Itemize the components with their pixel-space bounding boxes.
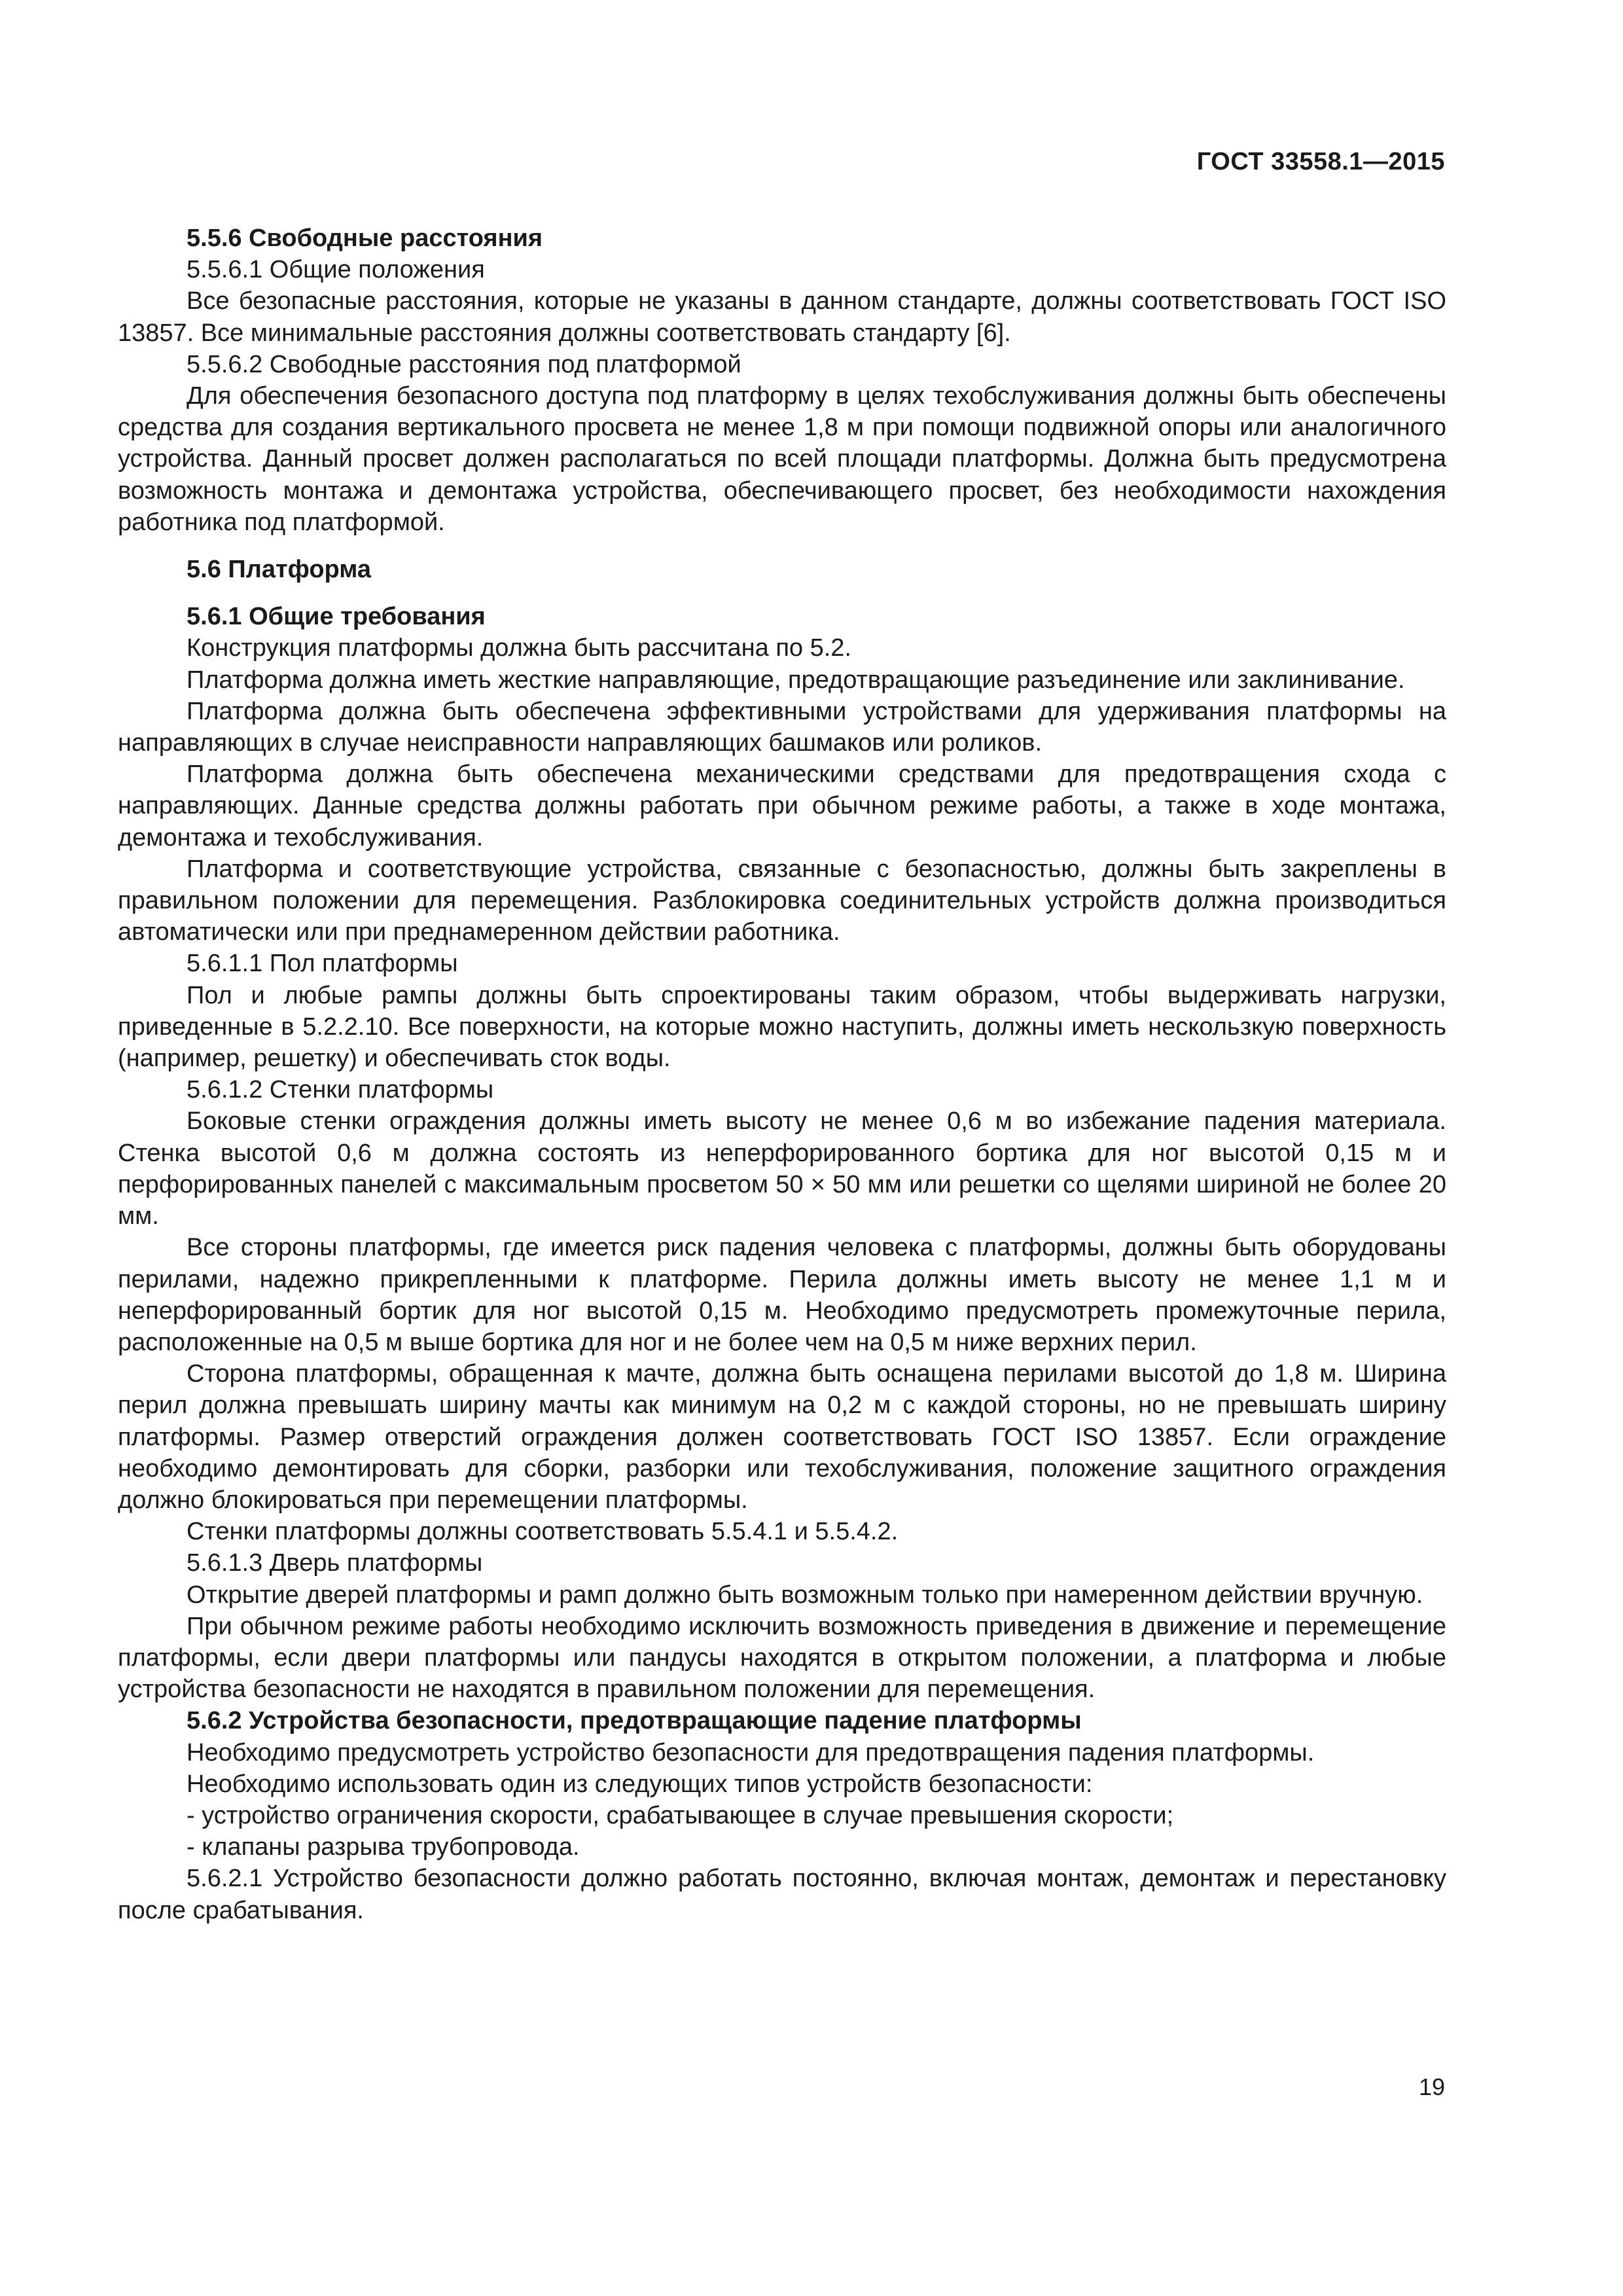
list-item: - устройство ограничения скорости, срабатывающее в случае превышения скорости; <box>187 1801 1174 1829</box>
paragraph: Сторона платформы, обращенная к мачте, должна быть оснащена перилами высотой до 1,8 м. Ширина перил должна превышать ширину мачты как минимум на 0,2 м с каждой стороны, но не превышать ширину платформы. Размер отверстий ограждения должен соответствовать ГОСТ ISO 13857. Если ограждение необходимо демонтировать для сборки, разборки или техобслуживания, положение защитного ограждения должно блокироваться при перемещении платформы. <box>118 1360 1446 1514</box>
paragraph: Платформа должна быть обеспечена механическими средствами для предотвращения схода с направляющих. Данные средства должны работать при обычном режиме работы, а также в ходе монтажа, демонтажа и техобслуживания. <box>118 761 1446 852</box>
paragraph: Боковые стенки ограждения должны иметь высоту не менее 0,6 м во избежание падения материала. Стенка высотой 0,6 м должна состоять из неперфорированного бортика для ног высотой 0,15 м и перфорированных панелей с максимальным просветом 50 × 50 мм или решетки со щелями шириной не более 20 мм. <box>118 1107 1446 1230</box>
subsection-title: 5.6.1.3 Дверь платформы <box>187 1549 483 1577</box>
paragraph: Платформа и соответствующие устройства, связанные с безопасностью, должны быть закреплены в правильном положении для перемещения. Разблокировка соединительных устройств должна производиться автоматически или при преднамеренном действии работника. <box>118 855 1446 946</box>
document-header: ГОСТ 33558.1—2015 <box>1196 148 1445 175</box>
paragraph: Все стороны платформы, где имеется риск падения человека с платформы, должны быть оборудованы перилами, надежно прикрепленными к платформе. Перила должны иметь высоту не менее 1,1 м и неперфорированный бортик для ног высотой 0,15 м. Необходимо предусмотреть промежуточные перила, расположенные на 0,5 м выше бортика для ног и не более чем на 0,5 м ниже верхних перил. <box>118 1234 1446 1356</box>
paragraph: Все безопасные расстояния, которые не указаны в данном стандарте, должны соответствовать ГОСТ ISO 13857. Все минимальные расстояния должны соответствовать стандарту [6]. <box>118 287 1446 347</box>
subsection-title: 5.5.6.1 Общие положения <box>187 256 485 284</box>
subsection-title: 5.6.1.2 Стенки платформы <box>187 1076 494 1104</box>
paragraph: Пол и любые рампы должны быть спроектированы таким образом, чтобы выдерживать нагрузки, приведенные в 5.2.2.10. Все поверхности, на которые можно наступить, должны иметь нескользкую поверхность (например, решетку) и обеспечивать сток воды. <box>118 981 1446 1073</box>
section-heading: 5.6.1 Общие требования <box>187 603 486 631</box>
document-body <box>118 223 1446 1926</box>
paragraph: Необходимо предусмотреть устройство безопасности для предотвращения падения платформы. <box>187 1738 1315 1767</box>
paragraph: Платформа должна быть обеспечена эффективными устройствами для удерживания платформы на направляющих в случае неисправности направляющих башмаков или роликов. <box>118 697 1446 757</box>
paragraph: Платформа должна иметь жесткие направляющие, предотвращающие разъединение или заклинивание. <box>187 666 1405 694</box>
subsection-title: 5.5.6.2 Свободные расстояния под платформой <box>187 350 741 378</box>
section-heading: 5.6.2 Устройства безопасности, предотвращающие падение платформы <box>187 1707 1082 1735</box>
paragraph: При обычном режиме работы необходимо исключить возможность приведения в движение и перемещение платформы, если двери платформы или пандусы находятся в открытом положении, а платформа и любые устройства безопасности не находятся в правильном положении для перемещения. <box>118 1612 1446 1704</box>
list-item: - клапаны разрыва трубопровода. <box>187 1833 580 1861</box>
paragraph: Открытие дверей платформы и рамп должно быть возможным только при намеренном действии вручную. <box>187 1581 1423 1609</box>
page-number: 19 <box>1418 2073 1445 2100</box>
section-heading: 5.6 Платформа <box>187 556 371 584</box>
paragraph: Необходимо использовать один из следующих типов устройств безопасности: <box>187 1770 1093 1798</box>
paragraph: Конструкция платформы должна быть рассчитана по 5.2. <box>187 634 851 662</box>
paragraph: 5.6.2.1 Устройство безопасности должно работать постоянно, включая монтаж, демонтаж и перестановку после срабатывания. <box>118 1865 1446 1924</box>
subsection-title: 5.6.1.1 Пол платформы <box>187 950 458 978</box>
paragraph: Для обеспечения безопасного доступа под платформу в целях техобслуживания должны быть обеспечены средства для создания вертикального просвета не менее 1,8 м при помощи подвижной опоры или аналогичного устройства. Данный просвет должен располагаться по всей площади платформы. Должна быть предусмотрена возможность монтажа и демонтажа устройства, обеспечивающего просвет, без необходимости нахождения работника под платформой. <box>118 382 1446 536</box>
section-heading: 5.5.6 Свободные расстояния <box>187 224 543 252</box>
paragraph: Стенки платформы должны соответствовать 5.5.4.1 и 5.5.4.2. <box>187 1518 899 1546</box>
